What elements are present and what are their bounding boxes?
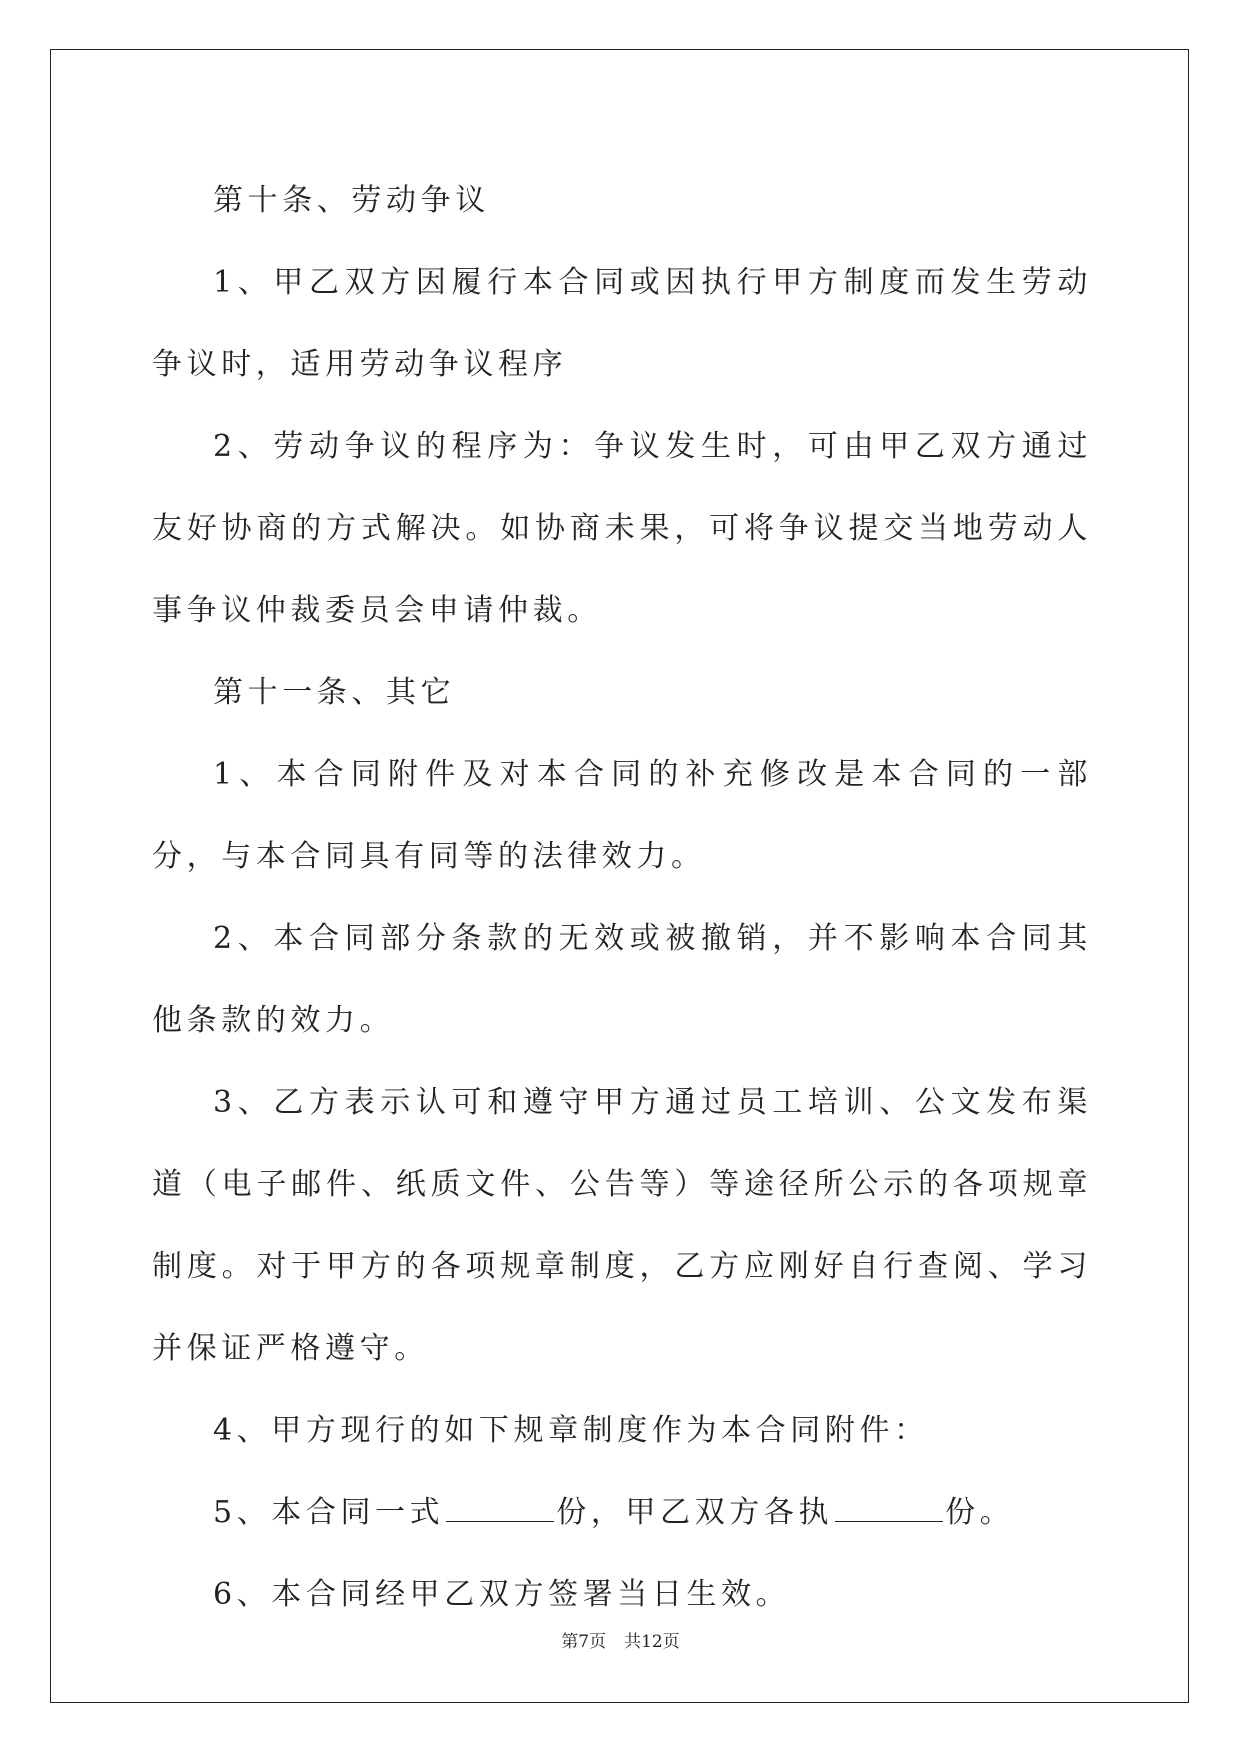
article-11-clause-4: 4、甲方现行的如下规章制度作为本合同附件： bbox=[213, 1413, 929, 1448]
page-footer bbox=[0, 1627, 1241, 1652]
article-10-heading: 第十条、劳动争议 bbox=[213, 183, 490, 218]
document-body bbox=[152, 160, 1092, 1636]
article-11-clause-5 bbox=[152, 1472, 1092, 1554]
article-10-clause-1: 1、甲乙双方因履行本合同或因执行甲方制度而发生劳动争议时，适用劳动争议程序 bbox=[152, 265, 1092, 382]
copies-suffix: 份。 bbox=[945, 1495, 1015, 1530]
page-number: 第7页 bbox=[561, 1632, 607, 1652]
article-11-heading: 第十一条、其它 bbox=[213, 675, 456, 710]
article-11-clause-2: 2、本合同部分条款的无效或被撤销，并不影响本合同其他条款的效力。 bbox=[152, 921, 1092, 1038]
article-11-clause-1: 1、本合同附件及对本合同的补充修改是本合同的一部分，与本合同具有同等的法律效力。 bbox=[152, 757, 1092, 874]
copies-total-blank bbox=[446, 1495, 554, 1522]
article-10-clause-2: 2、劳动争议的程序为：争议发生时，可由甲乙双方通过友好协商的方式解决。如协商未果，可将争议提交当地劳动人事争议仲裁委员会申请仲裁。 bbox=[152, 429, 1092, 628]
copies-prefix: 5、本合同一式 bbox=[213, 1495, 445, 1530]
copies-middle: 份，甲乙双方各执 bbox=[556, 1495, 834, 1530]
copies-each-blank bbox=[835, 1495, 943, 1522]
page-total: 共12页 bbox=[624, 1632, 680, 1652]
article-11-clause-6: 6、本合同经甲乙双方签署当日生效。 bbox=[213, 1577, 791, 1612]
article-11-clause-3: 3、乙方表示认可和遵守甲方通过员工培训、公文发布渠道（电子邮件、纸质文件、公告等）等途径所公示的各项规章制度。对于甲方的各项规章制度，乙方应刚好自行查阅、学习并保证严格遵守。 bbox=[152, 1085, 1092, 1366]
